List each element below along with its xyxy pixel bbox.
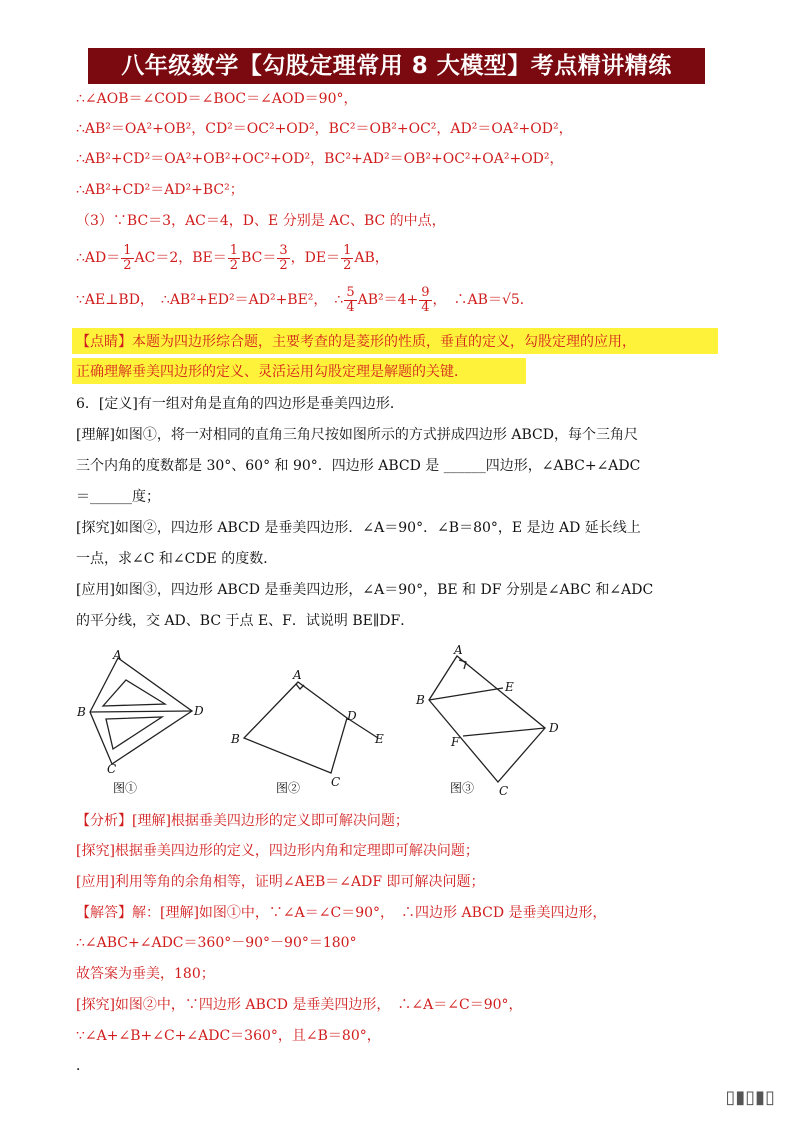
question-title: 6．[定义]有一组对角是直角的四边形是垂美四边形． xyxy=(76,396,404,412)
question-line: 一点，求∠C 和∠CDE 的度数． xyxy=(76,551,278,567)
question-line: ＝______度； xyxy=(76,489,160,505)
answer-line: 故答案为垂美，180； xyxy=(76,966,215,982)
question-line: 的平分线，交 AD、BC 于点 E、F．试说明 BE∥DF． xyxy=(76,613,415,629)
label-D: D xyxy=(549,721,559,735)
text-line-fractions: ∴AD＝ $\frac{1}{2}$ AC＝2，BE＝ $\frac{1}{2}$ BC＝ $\frac{3}{2}$ ，DE＝ $\frac{1}{2}$ AB， xyxy=(76,242,389,273)
label-A: A xyxy=(113,648,122,662)
label-B: B xyxy=(231,732,240,746)
caption-figure-2: 图② xyxy=(276,781,301,795)
label-E: E xyxy=(505,680,514,694)
analysis-line: [应用]利用等角的余角相等，证明∠AEB＝∠ADF 即可解决问题； xyxy=(76,874,485,890)
label-C: C xyxy=(107,762,117,776)
answer-line: ． xyxy=(76,1058,90,1074)
figure-1 xyxy=(90,658,192,764)
question-line: [应用]如图③，四边形 ABCD 是垂美四边形，∠A＝90°，BE 和 DF 分别是∠ABC 和∠ADC xyxy=(76,582,654,598)
page-title: 八年级数学【勾股定理常用 8 大模型】考点精讲精练 xyxy=(88,48,705,84)
question-line: 三个内角的度数都是 30°、60° 和 90°．四边形 ABCD 是 ______四边形，∠ABC+∠ADC xyxy=(76,458,641,474)
label-D: D xyxy=(347,709,357,723)
text-line: ∴AB²＝OA²+OB²，CD²＝OC²+OD²，BC²＝OB²+OC²，AD²＝OA²+OD²， xyxy=(76,121,573,137)
question-line: [探究]如图②，四边形 ABCD 是垂美四边形．∠A＝90°．∠B＝80°，E 是边 AD 延长线上 xyxy=(76,520,641,536)
label-E: E xyxy=(375,732,384,746)
answer-line: 【解答】解：[理解]如图①中，∵∠A＝∠C＝90°， ∴四边形 ABCD 是垂美四边形， xyxy=(76,905,607,921)
label-B: B xyxy=(77,705,86,719)
label-F: F xyxy=(451,735,460,749)
answer-line: ∵∠A+∠B+∠C+∠ADC＝360°，且∠B＝80°， xyxy=(76,1028,381,1044)
note-line: 正确理解垂美四边形的定义、灵活运用勾股定理是解题的关键． xyxy=(76,364,468,380)
caption-figure-3: 图③ xyxy=(450,781,475,795)
question-line: [理解]如图①，将一对相同的直角三角尺按如图所示的方式拼成四边形 ABCD，每个三角尺 xyxy=(76,427,638,443)
figures-diagram xyxy=(0,640,793,810)
caption-figure-1: 图① xyxy=(113,781,138,795)
watermark-icon: ▯▮▯▮▯ xyxy=(725,1087,775,1108)
analysis-line: 【分析】[理解]根据垂美四边形的定义即可解决问题； xyxy=(76,813,409,829)
label-D: D xyxy=(194,704,204,718)
text-line: ∴AB²+CD²＝AD²+BC²； xyxy=(76,182,244,198)
figure-3 xyxy=(429,656,545,782)
answer-line: ∴∠ABC+∠ADC＝360°－90°－90°＝180° xyxy=(76,935,357,951)
label-C: C xyxy=(499,784,509,798)
label-A: A xyxy=(454,643,463,657)
text-line: ∴AB²+CD²＝OA²+OB²+OC²+OD²，BC²+AD²＝OB²+OC²+OA²+OD²， xyxy=(76,151,564,167)
note-line: 【点睛】本题为四边形综合题，主要考查的是菱形的性质，垂直的定义，勾股定理的应用， xyxy=(76,334,636,350)
label-C: C xyxy=(331,775,341,789)
text-line: （3）∵BC＝3，AC＝4，D、E 分别是 AC、BC 的中点， xyxy=(76,213,446,229)
text-line: ∴∠AOB＝∠COD＝∠BOC＝∠AOD＝90°， xyxy=(76,91,358,107)
label-B: B xyxy=(416,693,425,707)
answer-line: [探究]如图②中，∵四边形 ABCD 是垂美四边形， ∴∠A＝∠C＝90°， xyxy=(76,997,523,1013)
text-line-fractions: ∵AE⊥BD， ∴AB²+ED²＝AD²+BE²， ∴ $\frac{5}{4}$ AB²＝4+ $\frac{9}{4}$ ， ∴AB＝√5． xyxy=(76,284,534,315)
analysis-line: [探究]根据垂美四边形的定义，四边形内角和定理即可解决问题； xyxy=(76,843,479,859)
label-A: A xyxy=(293,668,302,682)
figure-2 xyxy=(244,682,378,773)
